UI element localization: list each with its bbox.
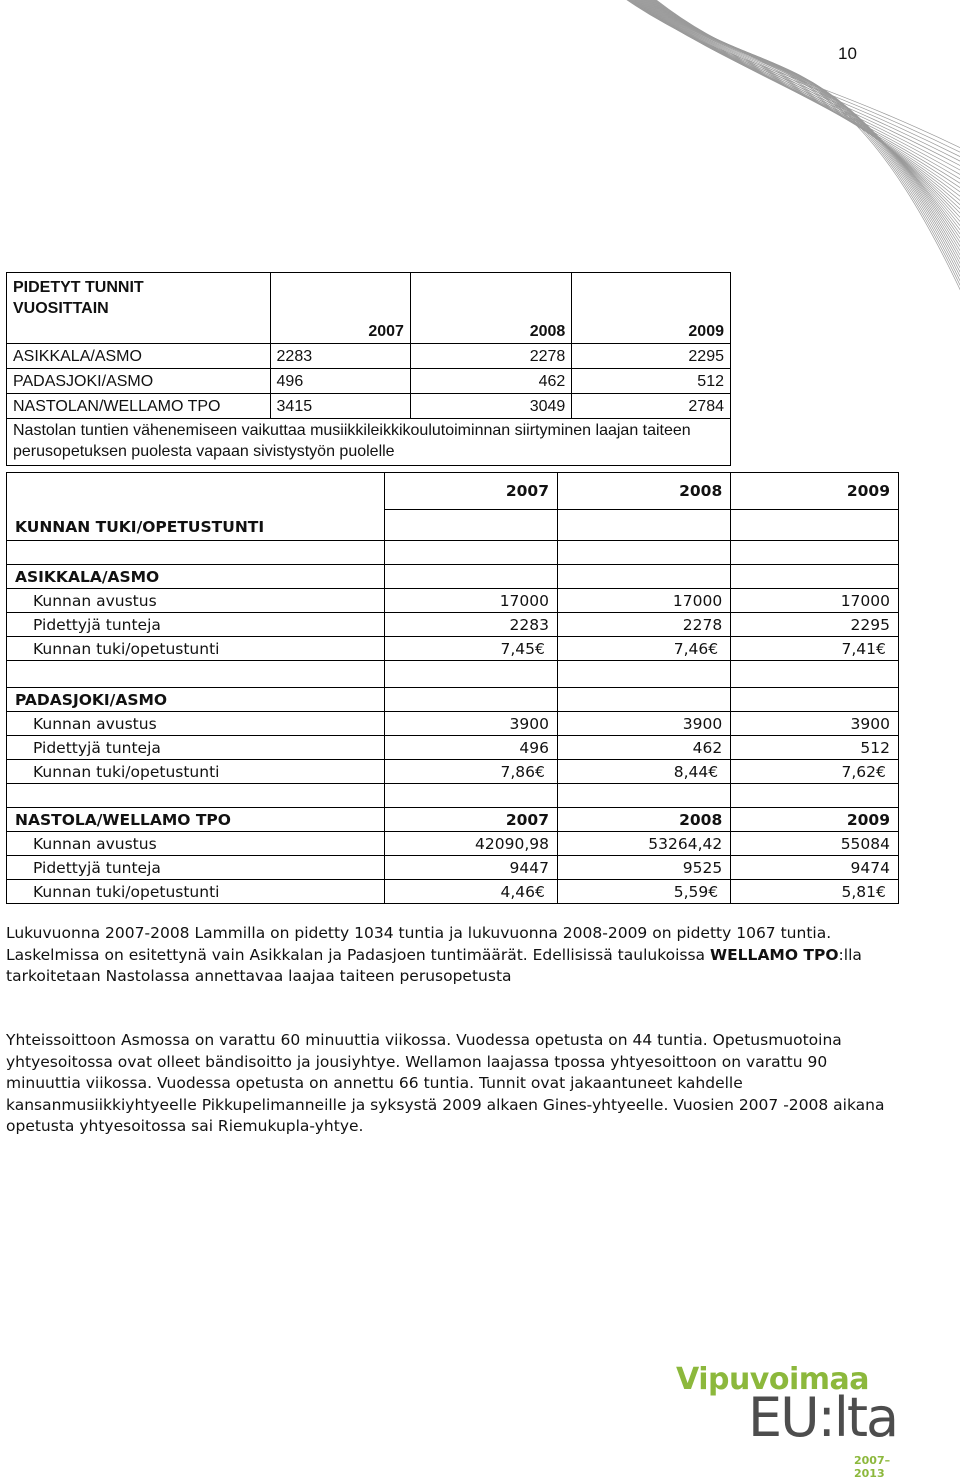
cell-value: 2283 [384,613,557,637]
cell-value: 496 [384,736,557,760]
logo-text-eu: EU:lta [748,1386,898,1449]
cell-value: 462 [558,736,731,760]
cell-value: 8,44€ [558,760,731,784]
table-row [7,832,899,856]
cell-value: 2283 [270,344,410,369]
cell-value: 7,41€ [731,637,899,661]
page-number: 10 [838,44,857,63]
wellamo-tpo-bold: WELLAMO TPO [710,945,839,964]
row-label: Pidettyjä tunteja [7,736,385,760]
table1-note: Nastolan tuntien vähenemiseen vaikuttaa musiikkileikkikoulutoiminnan siirtyminen laajan taiteen perusopetuksen puolesta vapaan sivistystyön puolelle [7,419,731,466]
cell-value: 3900 [731,712,899,736]
wave-line [643,0,960,264]
euro-sign: € [535,762,545,781]
table2-year: 2008 [558,808,731,832]
cell-value: 42090,98 [384,832,557,856]
table1-title-line2: VUOSITTAIN [13,300,109,317]
section-name: ASIKKALA/ASMO [7,565,385,589]
yearly-hours-table [6,272,731,466]
table1-year: 2008 [410,319,571,344]
cell-value: 9447 [384,856,557,880]
table-row [7,589,899,613]
row-label: Kunnan avustus [7,589,385,613]
row-label: Pidettyjä tunteja [7,856,385,880]
row-name: ASIKKALA/ASMO [7,344,271,369]
cell-value: 2784 [572,394,731,419]
row-label: Kunnan tuki/opetustunti [7,880,385,904]
wave-line [650,0,960,300]
cell-value: 462 [410,369,571,394]
cell-value: 7,62€ [731,760,899,784]
row-label: Kunnan tuki/opetustunti [7,760,385,784]
wave-line [636,0,960,232]
wave-line [646,0,960,282]
cell-value: 53264,42 [558,832,731,856]
cell-value: 2278 [410,344,571,369]
cell-value: 3415 [270,394,410,419]
logo-text-years: 2007–2013 [854,1454,891,1480]
table-row [7,760,899,784]
cell-value: 2295 [572,344,731,369]
table1-year: 2007 [270,319,410,344]
vipuvoimaa-eu-logo [676,1362,916,1480]
cell-value: 2295 [731,613,899,637]
section-name: NASTOLA/WELLAMO TPO [7,808,385,832]
euro-sign: € [876,639,886,658]
row-label: Pidettyjä tunteja [7,613,385,637]
cell-value: 17000 [558,589,731,613]
row-name: NASTOLAN/WELLAMO TPO [7,394,271,419]
table1-year: 2009 [572,319,731,344]
cell-value: 9474 [731,856,899,880]
paragraph-lammi-hours: Lukuvuonna 2007-2008 Lammilla on pidetty 1034 tuntia ja lukuvuonna 2008-2009 on pidetty 1067 tuntia. Laskelmissa on esitettynä vain Asikkalan ja Padasjoen tuntimäärät. Edellisissä taulukoissa WELLAMO TPO:lla tarkoitetaan Nastolassa annettavaa laajaa taiteen perusopetusta [6,924,862,985]
table2-year: 2008 [558,473,731,510]
table2-year: 2007 [384,473,557,510]
table-row [7,369,731,394]
wave-line [641,0,960,255]
paragraph-ensemble-playing: Yhteissoittoon Asmossa on varattu 60 minuuttia viikossa. Vuodessa opetusta on 44 tuntia. Opetusmuotoina yhtyesoitossa ovat olleet bändisoitto ja jousiyhtye. Wellamon laajassa tpossa yhtyesoittoon on varattu 90 minuuttia viikossa. Vuodessa opetusta on annettu 66 tuntia. Tunnit ovat jakaantuneet kahdelle kansanmusiikkiyhtyeelle Pikkupelimanneille ja syksystä 2009 alkaen Gines-yhtyeelle. Vuosien 2007 -2008 aikana opetusta yhtyesoitossa sai Riemukupla-yhtye. [6,1031,885,1135]
wave-line [644,0,960,268]
table-row [7,736,899,760]
cell-value: 512 [731,736,899,760]
cell-value: 17000 [384,589,557,613]
euro-sign: € [535,639,545,658]
table-row [7,613,899,637]
cell-value: 7,45€ [384,637,557,661]
table2-title: KUNNAN TUKI/OPETUSTUNTI [7,473,385,541]
table2-year: 2009 [731,473,899,510]
section-name: PADASJOKI/ASMO [7,688,385,712]
euro-sign: € [876,762,886,781]
cell-value: 5,59€ [558,880,731,904]
table-row [7,712,899,736]
cell-value: 496 [270,369,410,394]
table-row [7,344,731,369]
cell-value: 17000 [731,589,899,613]
wave-line [637,0,960,236]
wave-line [649,0,960,295]
table1-title-line1: PIDETYT TUNNIT [13,279,144,296]
wave-line [640,0,960,250]
decorative-wave-lines [560,0,960,300]
table1-title [7,273,271,320]
table-row [7,880,899,904]
row-label: Kunnan avustus [7,832,385,856]
cell-value: 4,46€ [384,880,557,904]
municipal-support-table [6,472,899,904]
table2-year: 2009 [731,808,899,832]
cell-value: 7,46€ [558,637,731,661]
logo-text-vipuvoimaa: Vipuvoimaa [676,1362,870,1397]
table2-year: 2007 [384,808,557,832]
cell-value: 3049 [410,394,571,419]
cell-value: 2278 [558,613,731,637]
cell-value: 9525 [558,856,731,880]
row-label: Kunnan tuki/opetustunti [7,637,385,661]
euro-sign: € [708,882,719,901]
wave-line [647,0,960,286]
table-row [7,394,731,419]
euro-sign: € [708,639,719,658]
euro-sign: € [708,762,719,781]
cell-value: 512 [572,369,731,394]
wave-line [639,0,960,245]
table-row [7,856,899,880]
cell-value: 55084 [731,832,899,856]
wave-line [645,0,960,273]
cell-value: 3900 [384,712,557,736]
row-label: Kunnan avustus [7,712,385,736]
euro-sign: € [535,882,545,901]
wave-line [645,0,960,277]
table-row [7,637,899,661]
wave-line [638,0,960,241]
row-name: PADASJOKI/ASMO [7,369,271,394]
euro-sign: € [876,882,886,901]
cell-value: 3900 [558,712,731,736]
cell-value: 7,86€ [384,760,557,784]
cell-value: 5,81€ [731,880,899,904]
